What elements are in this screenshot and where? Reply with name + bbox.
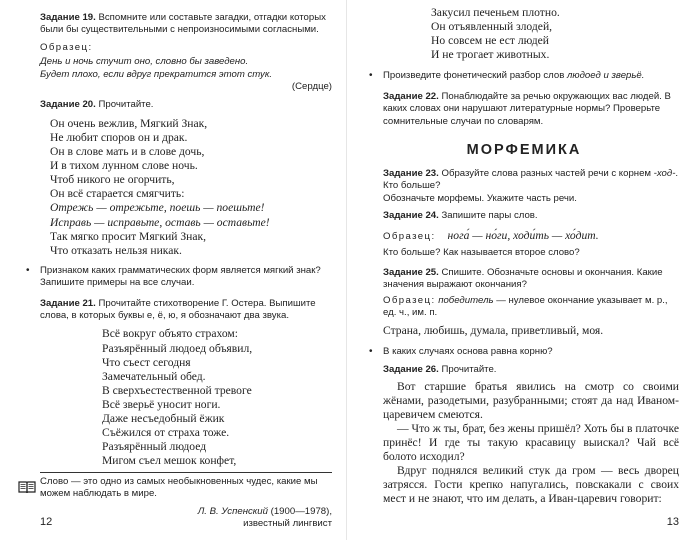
sample-line: Будет плохо, если вдруг прекратится этот стук.	[40, 68, 273, 80]
poem-line: Чтоб никого не огорчить,	[50, 173, 175, 187]
bullet-words: людоед и зверьё.	[566, 70, 645, 82]
task-26	[383, 364, 679, 376]
task-23-label: Задание 23.	[383, 168, 439, 179]
poem-line: Разъярённый людоед	[102, 440, 207, 454]
task-21-text: Прочитайте стихотворение Г. Остера. Выпишите слова, в которых буквы е, ё, ю, я обозначают два звука.	[40, 297, 316, 321]
poem-line: Он всё старается смягчить:	[50, 187, 185, 201]
task-23-line2: Обозначьте морфемы. Укажите часть речи.	[383, 192, 577, 204]
poem-line: Исправь — исправьте, оставь — оставьте!	[50, 215, 270, 229]
bullet-question-1	[26, 264, 332, 290]
quote-author-years: (1900—1978),	[270, 506, 332, 517]
task-23-text-b: . Кто больше?	[383, 168, 679, 192]
task-22	[383, 91, 679, 128]
bullet-text: Произведите фонетический разбор слов	[383, 70, 567, 82]
poem-line: Съёжился от страха тоже.	[102, 426, 230, 440]
task-20	[40, 99, 332, 111]
bullet-icon: •	[369, 345, 373, 357]
task-19	[40, 12, 332, 37]
prose-paragraph: Вот старшие братья явились на смотр со своими жёнами, разодетыми, разубранными; стоят да над Иваном-царевичем смеются.	[383, 379, 679, 421]
task-19-sample-label	[40, 42, 332, 54]
task-22-text: Понаблюдайте за речью окружающих вас людей. В каких словах они нарушают литературные нормы? Проверьте сомнительные случаи по словарям.	[383, 90, 671, 127]
sample-line: День и ночь стучит оно, словно бы заведено.	[40, 56, 249, 68]
poem-line: Замечательный обед.	[102, 369, 206, 383]
task-21-label: Задание 21.	[40, 297, 96, 309]
bullet-icon: •	[369, 70, 373, 82]
poem-line: Отрежь — отрежьте, поешь — поешьте!	[50, 201, 265, 215]
task-25-sample	[383, 295, 679, 320]
poem-soft-sign	[50, 117, 332, 258]
poem-line: Но совсем не ест людей	[431, 34, 549, 48]
quote-author-role: известный лингвист	[243, 518, 332, 530]
poem-line: Что съест сегодня	[102, 355, 191, 369]
poem-line: Всё вокруг объято страхом:	[102, 327, 238, 341]
poem-line: Даже несъедобный ёжик	[102, 411, 225, 425]
divider	[40, 472, 332, 473]
fairy-tale-excerpt	[383, 380, 679, 507]
task-19-text: Вспомните или составьте загадки, отгадки которых были бы существительными с непроизносимыми согласными.	[40, 12, 326, 36]
poem-line: Не любит споров он и драк.	[50, 130, 188, 144]
open-book-icon	[18, 480, 36, 494]
poem-line: И в тихом лунном слове ночь.	[50, 159, 198, 173]
prose-paragraph: Вдруг поднялся великий стук да гром — весь дворец затрясся. Гости крепко напугались, повскакали с своих мест и не знают, что им делать, а Иван-царевич говорит:	[383, 464, 679, 506]
task-24-sample	[383, 226, 679, 244]
sample-rest: — нулевое окончание указывает м. р., ед. ч., им. п.	[383, 294, 668, 319]
task-25	[383, 267, 679, 292]
bullet-text: Признаком каких грамматических форм является мягкий знак? Запишите примеры на все случаи.	[40, 264, 321, 289]
poem-line: Всё зверьё уносит ноги.	[102, 397, 221, 411]
task-24-question: Кто больше? Как называется второе слово?	[383, 246, 580, 258]
bullet-text: В каких случаях основа равна корню?	[383, 345, 553, 357]
page-number-left: 12	[40, 516, 53, 528]
poem-line: Так мягко просит Мягкий Знак,	[50, 229, 207, 243]
task-23-text-a: Образуйте слова разных частей речи с корнем	[441, 168, 654, 179]
task-22-label: Задание 22.	[383, 90, 439, 102]
poem-line: Мигом съел мешок конфет,	[102, 454, 237, 468]
left-column	[26, 6, 332, 474]
task-20-text: Прочитайте.	[98, 99, 154, 111]
sample-label: Образец:	[383, 230, 436, 242]
right-column	[369, 6, 679, 506]
task-23	[383, 168, 679, 205]
poem-ogre-continued	[431, 6, 679, 62]
sample-label: Образец:	[383, 294, 436, 306]
task-19-sample	[40, 56, 332, 81]
section-heading: МОРФЕМИКА	[466, 142, 582, 158]
task-25-words: Страна, любишь, думала, приветливый, моя.	[383, 323, 604, 337]
task-24-text: Запишите пары слов.	[441, 210, 538, 222]
quote-text: Слово — это одно из самых необыкновенных чудес, какие мы можем наблюдать в мире.	[40, 476, 318, 500]
task-26-label: Задание 26.	[383, 364, 439, 376]
poem-line: Он в слове мать и в слове дочь,	[50, 145, 205, 159]
task-24-label: Задание 24.	[383, 210, 439, 222]
poem-line: В сверхъестественной тревоге	[102, 383, 252, 397]
poem-line: Разъярённый людоед объявил,	[102, 341, 253, 355]
task-21	[40, 298, 332, 323]
task-25-label: Задание 25.	[383, 267, 439, 279]
poem-line: Он очень вежлив, Мягкий Знак,	[50, 116, 208, 130]
task-23-root: -ход-	[653, 168, 676, 179]
bullet-phonetic	[369, 70, 679, 82]
sample-words: нога́ — но́ги, ходи́ть — хо́дит.	[447, 228, 599, 242]
poem-line: Что отказать нельзя никак.	[50, 243, 182, 257]
task-20-label: Задание 20.	[40, 99, 96, 111]
task-19-label: Задание 19.	[40, 12, 96, 23]
bullet-stem-root	[369, 345, 679, 358]
poem-line: Он отъявленный злодей,	[431, 20, 553, 34]
task-19-answer: (Сердце)	[291, 81, 332, 93]
bullet-icon: •	[26, 264, 30, 276]
sample-label: Образец:	[40, 41, 93, 53]
task-24	[383, 210, 679, 222]
page-right	[347, 0, 693, 540]
page-number-right: 13	[666, 516, 679, 528]
poem-ogre	[102, 327, 332, 468]
task-26-text: Прочитайте.	[441, 364, 497, 376]
poem-line: И не трогает животных.	[431, 48, 550, 62]
quote-author	[40, 506, 332, 531]
prose-paragraph: — Что ж ты, брат, без жены пришёл? Хоть бы в платочке принёс! И где ты такую красавицу выискал? Чай всё болото исходил?	[383, 421, 679, 464]
poem-line: Закусил печеньем плотно.	[431, 6, 560, 19]
sample-word: победитель	[438, 294, 494, 306]
quote-author-name: Л. В. Успенский	[197, 506, 268, 517]
task-25-text: Спишите. Обозначьте основы и окончания. Какие значения выражают окончания?	[383, 267, 663, 291]
